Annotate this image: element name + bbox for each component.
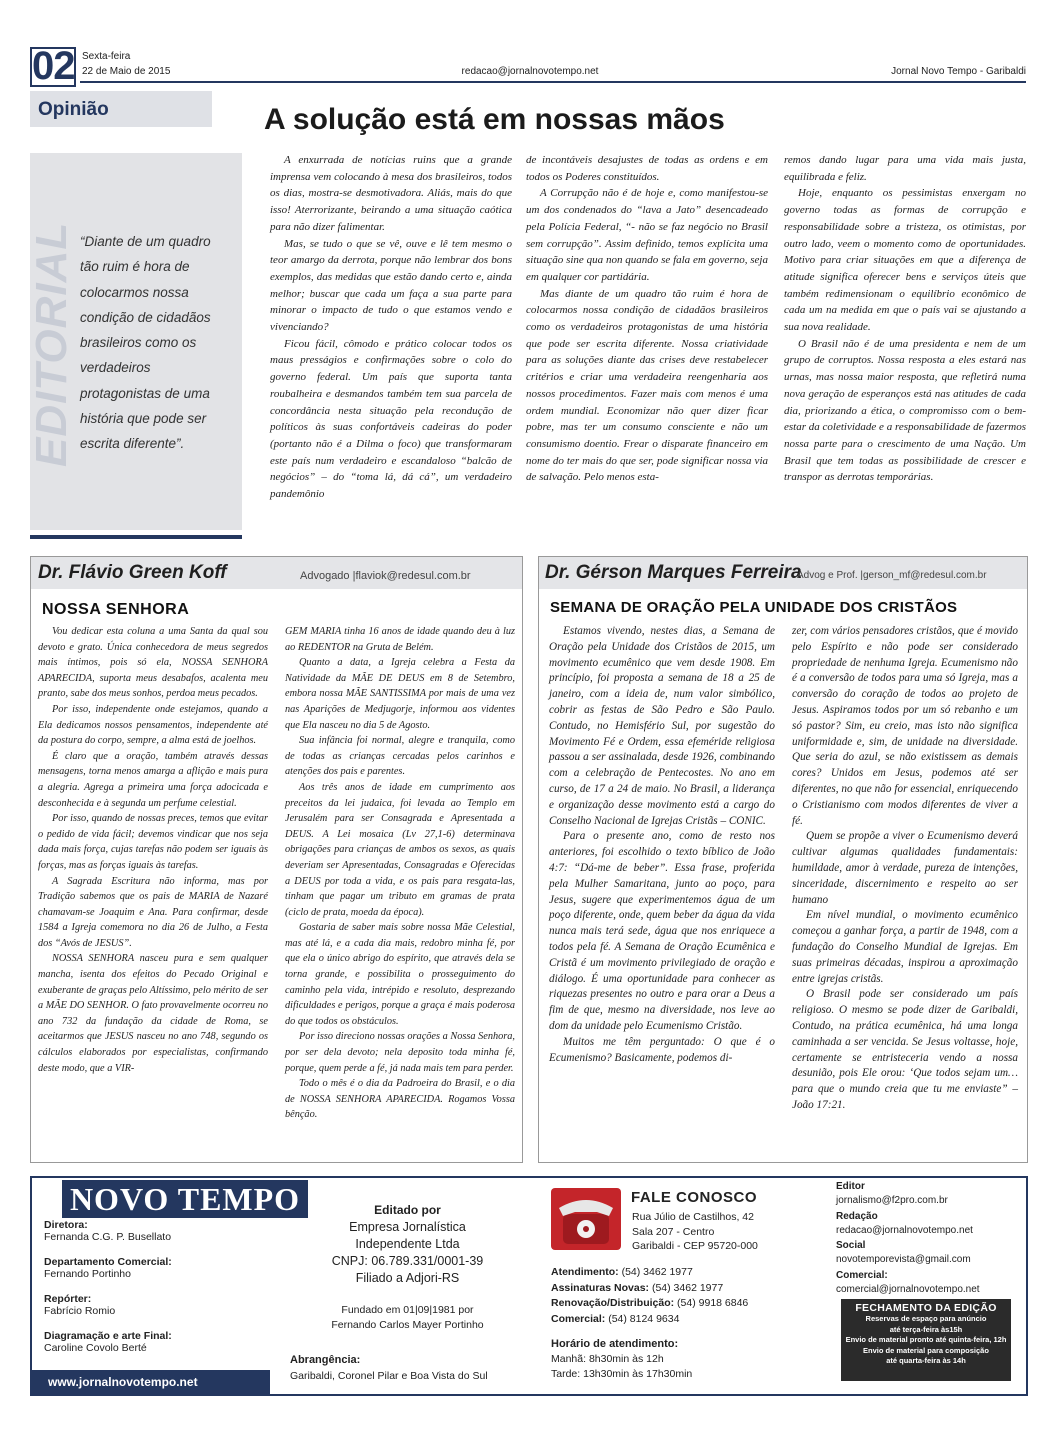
phone-2-value[interactable]: (54) 3462 1977 [651,1281,724,1294]
masthead-website[interactable]: www.jornalnovotempo.net [48,1375,198,1389]
header-paper-name: Jornal Novo Tempo - Garibaldi [891,66,1026,77]
editorial-c2-p3: Mas diante de um quadro tão ruim é hora de colocarmos nossa condição de cidadãos brasileiros como os verdadeiros protagonistas de uma história que pode ser escrita diferente. Nossa criatividade para as soluções diante das crises deve restabelecer critérios e criar uma verdadeira reengenharia aos nossos procedimentos. Fazer mais com menos é uma ordem mundial. Economizar não quer dizer ficar pobre, mas ter um consumo consciente e não um consumismo doentio. Frear o disparate financeiro em nome do ter mais do que ser, pode significar nossa via de salvação. Pelo menos esta- [526,287,768,484]
address-3: Garibaldi - CEP 95720-000 [632,1240,758,1252]
left-c2-p2: Quanto a data, a Igreja celebra a Festa da Natividade da MÃE DE DEUS em 8 de Setembro, embora nossa MÃE SANTISSIMA por mais de uma vez nas Aparições de Medjugorje, informou aos videntes que Ela nasceu no dia 5 de Agosto. [285,657,515,731]
right-column-text-2 [792,624,1018,1114]
phone-2-label: Assinaturas Novas: [551,1281,650,1294]
header-email[interactable]: redacao@jornalnovotempo.net [461,66,599,77]
email-1-label: Editor [836,1181,865,1192]
closing-box [841,1299,1011,1381]
closing-3: Envio de material pronto até quinta-feira, 12h [845,1335,1007,1344]
closing-5: até quarta-feira às 14h [886,1356,966,1365]
staff-4-name: Caroline Covolo Berté [44,1342,147,1354]
editorial-c3-p3: O Brasil não é de uma presidenta e nem de um grupo de corruptos. Nossa resposta a eles estará nas urnas, mas nossa maior resposta, que refletirá numa nova geração de esperanços está nas atitudes de cada dia, priorizando a ética, o compromisso com o bem-estar da coletividade e a responsabilidade de fazermos nossa parte para o crescimento de uma Nação. Um Brasil que tem todas as possibilidade de crescer e transpor as derrotas temporárias. [784,337,1026,484]
email-4-label: Comercial: [836,1269,888,1281]
email-2-value[interactable]: redacao@jornalnovotempo.net [836,1224,973,1236]
editorial-c1-p2: Mas, se tudo o que se vê, ouve e lê tem mesmo o teor amargo da derrota, porque não lembrar dos bons exemplos, das medidas que estão dando certo e, ainda melhor; buscar que cada um faça a sua parte para minorar o impacto de tudo o que estamos vendo e vivenciando? [270,237,512,334]
phone-4-value[interactable]: (54) 8124 9634 [608,1312,680,1325]
hours-block [551,1337,692,1382]
masthead-logo: NOVO TEMPO [69,1181,301,1217]
publisher-block [300,1202,515,1333]
header-rule [80,81,1026,83]
editorial-vertical-label: EDITORIAL [27,221,76,467]
closing-title: FECHAMENTO DA EDIÇÃO [855,1302,997,1314]
editorial-c3-p1: remos dando lugar para uma vida mais justa, equilibrada e feliz. [784,154,1026,183]
phone-row [551,1312,748,1328]
header-date: 22 de Maio de 2015 [82,66,171,77]
right-column-title: SEMANA DE ORAÇÃO PELA UNIDADE DOS CRISTÃOS [550,599,958,616]
staff-1-name: Fernanda C.G. P. Busellato [44,1231,172,1243]
phone-1-value[interactable]: (54) 3462 1977 [621,1266,693,1278]
company-2: Independente Ltda [355,1237,460,1251]
phone-1-label: Atendimento: [551,1266,619,1278]
hours-2: Tarde: 13h30min às 17h30min [551,1368,693,1380]
editorial-title: A solução está em nossas mãos [264,103,725,136]
editorial-quote: “Diante de um quadro tão ruim é hora de colocarmos nossa condição de cidadãos brasileiros como os verdadeiros protagonistas de uma história que pode ser escrita diferente”. [80,234,211,452]
staff-list [44,1219,274,1354]
contact-title: FALE CONOSCO [631,1189,758,1206]
right-c2-p4: O Brasil pode ser considerado um país religioso. O mesmo se pode dizer de Garibaldi, Contudo, na prática ecumênica, há uma longa caminhada a ser vencida. Se Jesus voltasse, hoje, certamente se entristeceria vendo a nossa desunião, pois Ele orou: ‘Que todos sejam um… para que o mundo creia que tu me enviaste” –João 17:21. [792,988,1018,1111]
email-3-label: Social [836,1240,866,1252]
address-2: Sala 207 - Centro [632,1225,715,1238]
right-c2-p1: zer, com vários pensadores cristãos, que é movido pelo Espírito e não pode ser considerado propriedade de nenhuma Igreja. Ecumenismo não é a conversão de todos para uma só Igreja, mas a conversão do coração de todos ao projeto de Jesus. Aspiramos todos por um só rebanho e um só pastor? Sim, eu creio, mas isto não significa uniformidade e, sim, de unidade na diversidade. Que seria do azul, se não existissem as demais cores? Unidos em Jesus, podemos até ser diferentes, no que não for essencial, enriquecendo o Cristianismo com modos diferentes de viver a fé. [792,625,1018,827]
editorial-column-1 [270,152,512,503]
editorial-column-3 [784,152,1026,486]
closing-1: Reservas de espaço para anúncio [865,1314,987,1323]
editorial-c2-p1: de incontáveis desajustes de todas as ordens e em todos os Poderes constituídos. [526,154,768,183]
phone-3-label: Renovação/Distribuição: [551,1297,675,1309]
coverage-value: Garibaldi, Coronel Pilar e Boa Vista do Sul [290,1370,488,1382]
right-c2-p3: Em nível mundial, o movimento ecumênico começou a ganhar força, a partir de 1948, com a fundação do Conselho Mundial de Igrejas. Em suas primeiras décadas, inspirou a aproximação entre igrejas cristãs. [792,909,1018,985]
company-1: Empresa Jornalística [349,1220,466,1234]
right-author-role: Advog e Prof. |gerson_mf@redesul.com.br [797,570,987,581]
right-role: Advog e Prof. [797,570,858,581]
right-c1-p2: Para o presente ano, como de resto nos anteriores, foi escolhido o texto bíblico de João 4:7: “Dá-me de beber”. Essa frase, proferida pela Mulher Samaritana, junto ao poço, para Jesus, sugere que experimentemos água de um poço diferente, onde, quem beber da água da vida nunca mais terá sede, água que nos enriquece a todos pela fé. A Semana de Oração Ecumênica e Cristã é um movimento privilegiado de oração e diálogo. É uma oportunidade para conhecer as riquezas presentes no outro e para orar a Deus a fim de que, mesmo na diversidade, nos leve ao dom da unidade pelo Ecumenismo Cristão. [549,830,775,1032]
left-author: Dr. Flávio Green Koff [38,562,227,583]
right-c2-p2: Quem se propõe a viver o Ecumenismo deverá cultivar algumas qualidades fundamentais: humildade, amor à verdade, pureza de intenções, sinceridade, discernimento e respeito ao ser humano [792,830,1018,906]
company-3: CNPJ: 06.789.331/0001-39 [331,1254,484,1268]
staff-2-name: Fernando Portinho [44,1268,131,1280]
left-column-text-1 [38,624,268,1076]
coverage-label: Abrangência: [290,1354,361,1366]
founded-1: Fundado em 01|09|1981 por [341,1304,474,1316]
section-label: Opinião [38,99,109,120]
editorial-c1-p3: Ficou fácil, cômodo e prático colocar todos os maus presságios e confirmações sobre o colo do governo federal. Um país que suporta tanta roubalheira e desmandos também tem sua parcela de concordância nesta situação pela recondução de políticos às suas confortáveis cadeiras do poder (portanto não é a Dilma o foco) que transformaram este país num verdadeiro e escandaloso “balcão de negócios” – do “toma lá, dá cá”, um verdadeiro pandemônio [270,337,512,501]
email-list [836,1180,980,1297]
left-email[interactable]: flaviok@redesul.com.br [355,570,471,582]
staff-4-role: Diagramação e arte Final: [44,1330,172,1342]
staff-1-role: Diretora: [44,1219,88,1231]
left-c1-p5: A Sagrada Escritura não informa, mas por Tradição sabemos que os pais de MARIA de Nazaré chamavam-se Joaquim e Ana. Para confirmar, desde 1584 a Igreja comemora no dia 26 de Julho, a Festa dos “Avós de JESUS”. [38,875,268,949]
editorial-c3-p2: Hoje, enquanto os pessimistas enxergam no governo todas as formas de corrupção e responsabilidade sobre a tristeza, os otimistas, por outro lado, veem o momento como de oportunidades. Motivo para criar situações em que a diferença de atitude significa oferecer bens e serviços úteis que também redimensionam o equilíbrio econômico de cada um na medida em que o país vai se ajustando a sua nova realidade. [784,187,1026,334]
hours-title: Horário de atendimento: [551,1338,679,1350]
left-c2-p7: Todo o mês é o dia da Padroeira do Brasil, e o dia de NOSSA SENHORA APARECIDA. Rogamos Vossa bênção. [285,1078,515,1121]
left-c1-p1: Vou dedicar esta coluna a uma Santa da qual sou devoto e grato. Única conhecedora de meus segredos mais íntimos, pois só ela, NOSSA SENHORA APARECIDA, suporta meus desabafos, acalenta meu pranto, sabe dos meus sonhos, perdoa meus pecados. [38,626,268,700]
company-4: Filiado a Adjori-RS [355,1271,460,1285]
phone-row [551,1265,748,1281]
page-number: 02 [32,44,75,88]
address-1: Rua Júlio de Castilhos, 42 [632,1211,754,1223]
right-email[interactable]: gerson_mf@redesul.com.br [862,570,987,581]
phone-row [551,1296,748,1312]
email-3-value[interactable]: novotemporevista@gmail.com [836,1254,971,1266]
email-2-label: Redação [836,1210,878,1222]
staff-3-role: Repórter: [44,1293,92,1305]
closing-4: Envio de material para composição [863,1345,989,1355]
right-author: Dr. Gérson Marques Ferreira [545,562,802,583]
left-c2-p1: GEM MARIA tinha 16 anos de idade quando deu à luz ao REDENTOR na Gruta de Belém. [285,626,515,653]
right-c1-p1: Estamos vivendo, nestes dias, a Semana de Oração pela Unidade dos Cristãos de 2015, um movimento ecumênico que vem desde 1908. Em princípio, foi proposta a semana de 18 a 25 de janeiro, com a ideia de, num valor simbólico, cobrir as festas de São Pedro e São Paulo. Contudo, no Hemisfério Sul, por sugestão do Movimento Fé e Ordem, essa efeméride religiosa passou a ser assinalada, desde 1926, combinando com a celebração de Pentecostes. No ano em curso, de 17 a 24 de maio. No Brasil, a liderança e organização desse movimento está a cargo do Conselho Nacional de Igrejas Cristãs – CONIC. [549,625,775,827]
contact-address [632,1210,758,1254]
right-c1-p3: Muitos me têm perguntado: O que é o Ecumenismo? Basicamente, podemos di- [549,1035,775,1064]
left-c1-p2: Por isso, independente onde estejamos, quando a Ela dedicamos nossos pensamentos, independente até da postura do corpo, sempre, a alma está de joelhos. [38,703,268,747]
left-author-role: Advogado |flaviok@redesul.com.br [300,570,471,582]
phone-3-value[interactable]: (54) 9918 6846 [677,1297,749,1309]
left-c1-p6: NOSSA SENHORA nasceu pura e sem qualquer mancha, isenta dos efeitos do Pecado Original e exuberante de graças pelo Altíssimo, pelo mérito de ser a MÃE DO SENHOR. O fato provavelmente ocorreu no ano 732 da fundação da cidade de Roma, se aceitarmos que JESUS nasceu no ano 748, segundo os cálculos elaborados por especialistas, confirmando deste modo, que a VIR- [38,953,269,1074]
email-4-value[interactable]: comercial@jornalnovotempo.net [836,1284,980,1296]
hours-1: Manhã: 8h30min às 12h [551,1353,664,1365]
left-c1-p4: Por isso, quando de nossas preces, temos que evitar o pedido de vida fácil; devemos vindicar que nos seja dada mais força, cujas tarefas não podem ser iguais às forças, mas as forças iguais às tarefas. [38,813,268,871]
left-role: Advogado [300,570,350,582]
editorial-column-2 [526,152,768,486]
editorial-sidebar-rule [30,535,242,539]
left-c2-p4: Aos três anos de idade em cumprimento aos preceitos da lei judaica, foi levada ao Templo em Jerusalém para ser Consagrada e Apresentada a DEUS. A Lei mosaica (Lv 27,1-6) determinava obrigações para crianças de ambos os sexos, as quais deveriam ser Apresentadas, Consagradas e Oferecidas a DEUS por toda a vida, e os pais para resgata-las, tinham que pagar um tributo em gramas de prata (ciclo de prata, moeda da época). [285,781,515,918]
founded-2: Fernando Carlos Mayer Portinho [331,1319,484,1331]
editorial-c2-p2: A Corrupção não é de hoje e, como manifestou-se um dos condenados do “lava a Jato” desencadeado pela Polícia Federal, “- não se faz negócio no Brasil sem corrupção”. Assim definido, temos explícita uma situação sine qua non quando se fala em governo, seja em qualquer cor partidária. [526,187,768,283]
closing-2: até terça-feira às15h [889,1324,963,1334]
left-c2-p6: Por isso direciono nossas orações a Nossa Senhora, por ser dela devoto; nela deposito toda minha fé, porque, quem perde a fé, já nada mais tem para perder. [285,1031,515,1074]
email-1-value[interactable]: jornalismo@f2pro.com.br [836,1195,948,1207]
left-c1-p3: É claro que a oração, também através dessas mensagens, torna menos amarga a aflição e mais pura a alegria. Agrega a primeira uma força adocicada e desconhecida e à segunda um perfume celestial. [38,750,268,809]
left-c2-p3: Sua infância foi normal, alegre e tranquila, como de todas as crianças cercadas pelos carinhos e atenções dos pais e parentes. [285,735,515,778]
phone-icon [551,1188,621,1250]
left-column-title: NOSSA SENHORA [42,601,190,618]
phone-list [551,1265,748,1327]
edited-by: Editado por [374,1203,441,1217]
staff-2-role: Departamento Comercial: [44,1256,172,1268]
right-column-text-1 [549,624,775,1066]
left-c2-p5: Gostaria de saber mais sobre nossa Mãe Celestial, mas até lá, e a cada dia mais, redobro minha fé, por que ela o único abrigo do espírito, que através dela se torna grande, e possibilita o prosseguimento do caminho pela vida, intrépido e resoluto, desprezando dificuldades e perigos, porque a graça é mais poderosa do que todos os obstáculos. [285,922,515,1027]
header-day: Sexta-feira [82,51,131,62]
editorial-c1-p1: A enxurrada de notícias ruins que a grande imprensa vem colocando à mesa dos brasileiros, todos os dias, mostra-se desmotivadora. Aliás, mais do que isso! Aterrorizante, beirando a uma situação caótica para não dizer falimentar. [270,154,512,233]
staff-3-name: Fabrício Romio [44,1305,116,1317]
phone-row [551,1281,748,1297]
phone-4-label: Comercial: [551,1312,606,1325]
left-column-text-2 [285,624,515,1123]
